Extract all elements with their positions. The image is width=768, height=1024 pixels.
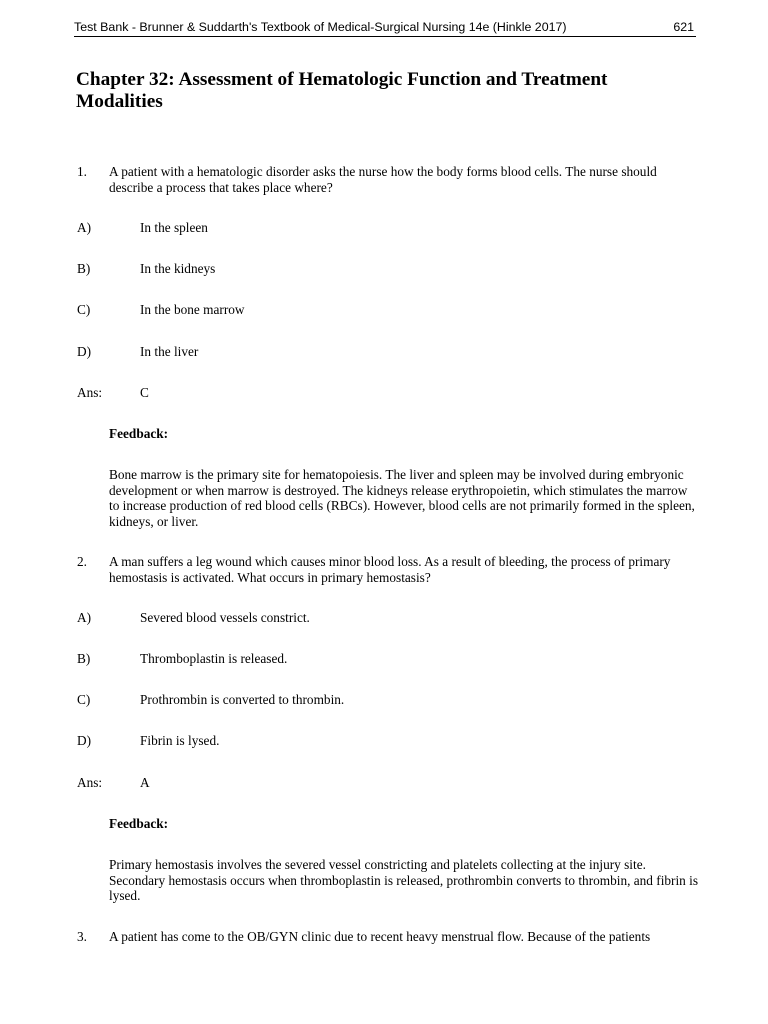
- feedback-label: Feedback:: [109, 816, 169, 831]
- page-header: [74, 20, 696, 37]
- question-number: 2.: [77, 554, 87, 569]
- option-text: In the kidneys: [140, 261, 216, 276]
- option-letter: C): [77, 302, 91, 317]
- feedback-text: Primary hemostasis involves the severed vessel constricting and platelets collecting at the injury site. Secondary hemostasis occurs when thromboplastin is released, prothrombin converts to thrombin, and fibrin is lysed.: [109, 857, 699, 903]
- option-text: Thromboplastin is released.: [140, 651, 288, 666]
- option-letter: C): [77, 692, 91, 707]
- header-title: Test Bank - Brunner & Suddarth's Textbook of Medical-Surgical Nursing 14e (Hinkle 2017): [74, 20, 567, 34]
- question-text: A patient with a hematologic disorder asks the nurse how the body forms blood cells. The nurse should describe a process that takes place where?: [109, 164, 657, 195]
- option-text: In the bone marrow: [140, 302, 245, 317]
- answer-value: C: [140, 385, 149, 400]
- question-number: 3.: [77, 929, 87, 944]
- option-text: Prothrombin is converted to thrombin.: [140, 692, 345, 707]
- header-page-number: 621: [673, 20, 694, 34]
- answer-label: Ans:: [77, 775, 103, 790]
- answer-value: A: [140, 775, 150, 790]
- option-letter: D): [77, 344, 92, 359]
- option-text: Fibrin is lysed.: [140, 733, 220, 748]
- chapter-title: Chapter 32: Assessment of Hematologic Function and Treatment Modalities: [76, 69, 608, 112]
- question-text: A patient has come to the OB/GYN clinic due to recent heavy menstrual flow. Because of the patients: [109, 929, 651, 944]
- option-text: Severed blood vessels constrict.: [140, 610, 310, 625]
- feedback-label: Feedback:: [109, 426, 169, 441]
- option-letter: B): [77, 261, 91, 276]
- option-letter: A): [77, 610, 92, 625]
- option-letter: B): [77, 651, 91, 666]
- option-letter: D): [77, 733, 92, 748]
- feedback-text: Bone marrow is the primary site for hematopoiesis. The liver and spleen may be involved during embryonic development or when marrow is destroyed. The kidneys release erythropoietin, which stimulates the marrow to increase production of red blood cells (RBCs). However, blood cells are not primarily formed in the spleen, kidneys, or liver.: [109, 467, 695, 529]
- answer-label: Ans:: [77, 385, 103, 400]
- question-number: 1.: [77, 164, 87, 179]
- option-text: In the spleen: [140, 220, 208, 235]
- option-text: In the liver: [140, 344, 199, 359]
- option-letter: A): [77, 220, 92, 235]
- question-text: A man suffers a leg wound which causes minor blood loss. As a result of bleeding, the process of primary hemostasis is activated. What occurs in primary hemostasis?: [109, 554, 671, 585]
